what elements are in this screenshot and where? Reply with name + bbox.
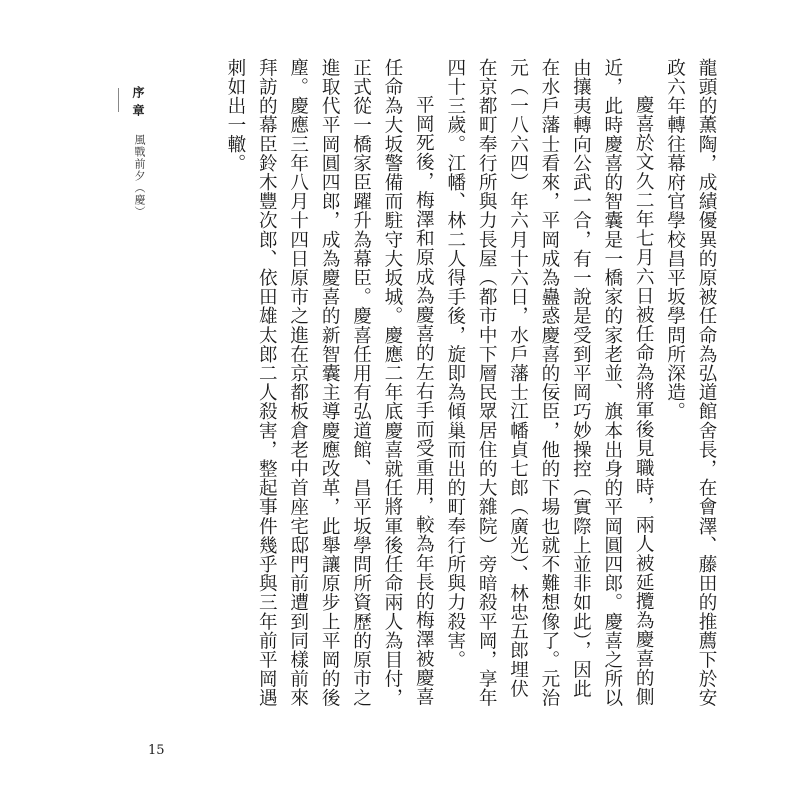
- section-title: 風戰前夕（慶）: [133, 134, 146, 218]
- running-header: [130, 86, 147, 218]
- paragraph-3: 平岡死後，梅澤和原成為慶喜的左右手而受重用，較為年長的梅澤被慶喜任命為大坂警備而駐守大坂城。慶應二年底慶喜就任將軍後任命兩人為目付，正式從一橋家臣躍升為幕臣。慶喜任用有弘道館、昌平坂學問所資歷的原市之進取代平岡圓四郎，成為慶喜的新智囊主導慶應改革，此舉讓原步上平岡的後塵。慶應三年八月十四日原市之進在京都板倉老中首座宅邸門前遭到同樣前來拜訪的幕臣鈴木豐次郎、依田雄太郎二人殺害，整起事件幾乎與三年前平岡遇刺如出一轍。: [224, 58, 435, 708]
- chapter-label: 序章: [131, 86, 145, 122]
- paragraph-1: 龍頭的薫陶，成績優異的原被任命為弘道館舍長，在會澤、藤田的推薦下於安政六年轉往幕府官學校昌平坂學問所深造。: [664, 58, 717, 708]
- header-rule: [118, 88, 119, 112]
- page-number: 15: [148, 743, 165, 758]
- body-text: [220, 58, 723, 708]
- paragraph-2: 慶喜於文久二年七月六日被任命為將軍後見職時，兩人被延攬為慶喜的側近，此時慶喜的智囊是一橋家的家老並、旗本出身的平岡圓四郎。慶喜之所以由攘夷轉向公武一合，有一說是受到平岡巧妙操控（實際上並非如此），因此在水戶藩士看來，平岡成為蠱惑慶喜的佞臣，他的下場也就不難想像了。元治元（一八六四）年六月十六日，水戶藩士江幡貞七郎（廣光）、林忠五郎埋伏在京都町奉行所與力長屋（都市中下層民眾居住的大雜院）旁暗殺平岡，享年四十三歲。江幡、林二人得手後，旋即為傾巢而出的町奉行所與力殺害。: [444, 58, 655, 708]
